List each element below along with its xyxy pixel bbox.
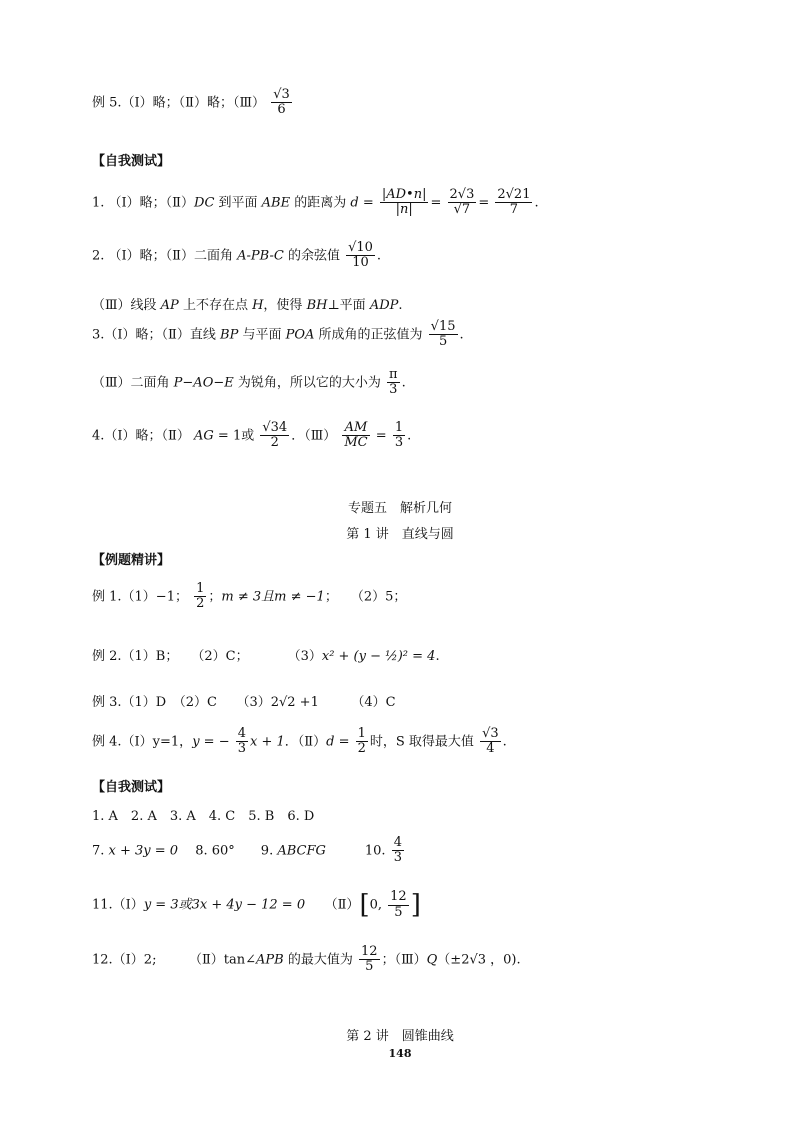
q3-den: 5 [438,334,448,350]
q1-eq: = [358,195,378,211]
q1-var: d [350,195,359,211]
q3b-num: π [389,367,398,382]
q2b-ap: AP [160,298,179,313]
q3b-den: 3 [389,382,398,398]
q4-prefix: 4.（Ⅰ）略；（Ⅱ） [92,428,195,444]
ex5-prefix: 例 5.（Ⅰ）略；（Ⅱ）略；（Ⅲ） [92,95,266,111]
q4-frac2 [342,421,369,451]
q1-f1-num: |AD•n| [381,187,427,202]
t7-mid: 8. 60° 9. [178,843,278,859]
q1-mid1: 到平面 [214,195,262,211]
t11-den: 5 [394,904,403,920]
q3b-prefix: （Ⅲ）二面角 [92,375,174,391]
q3b-frac [387,368,400,398]
q1-end: . [534,195,539,211]
q4-eq2: = [371,428,391,444]
q4-f2-num: AM [342,421,369,436]
q1-abe: ABE [261,195,291,211]
e4-mid2: 时，S 取得最大值 [369,734,474,750]
q3-mid1: 与平面 [238,327,286,343]
q4-ag: AG [194,428,214,444]
q2-end: . [376,248,382,264]
example-2-answer [92,645,440,664]
q1-frac1 [380,188,429,218]
q4-f3-den: 3 [394,435,404,451]
e1-mid: ； [208,589,222,605]
e4-mid: ．（Ⅱ） [284,734,327,750]
t9-answer: ABCFG [277,843,326,859]
e4-eq-right: x + 1 [250,734,285,750]
q2b-bh: BH [306,298,328,313]
e2-end: . [435,649,440,664]
t10-den-val: 3 [393,850,402,866]
e4-eq-left: y = − [192,734,230,750]
q3-end: . [459,327,464,343]
q4-frac1 [260,421,289,451]
e4-f3-num: √3 [482,726,499,741]
t12-num: 12 [361,944,378,959]
q4-mid: ．（Ⅲ） [291,428,341,444]
q2-prefix: 2. （Ⅰ）略；（Ⅱ）二面角 [92,248,238,264]
e4-f2-num: 1 [357,726,366,741]
ex5-den: 6 [277,102,286,118]
q3-num: √15 [430,319,456,334]
q2-frac [346,241,375,271]
q2b-adp: ADP [369,298,399,313]
example-3-answer: 例 3.（1）D （2）C （3）2√2 +1 （4）C [92,695,396,710]
page-number: 148 [388,1047,412,1060]
t12-q-value: （±2√3 ，0). [437,952,521,968]
ex5-fraction [271,88,292,118]
q3b-angle: P−AO−E [173,375,234,391]
t12-frac [359,945,380,975]
q2b-mid3: ⊥平面 [327,298,370,313]
q1-mid2: 的距离为 [290,195,351,211]
e1-prefix: 例 1.（1）−1； [92,589,188,605]
example-4-answer [92,727,507,757]
t12-apb: APB [256,952,284,968]
q3-mid2: 所成角的正弦值为 [314,327,423,343]
q2-angle: A-PB-C [237,248,284,264]
q4-f3-num: 1 [394,420,404,435]
t11-frac [388,890,409,920]
t11-prefix: 11.（Ⅰ） [92,897,144,913]
e2-prefix: 例 2.（1）B； （2）C； （3） [92,649,322,664]
selftest-answer-3 [92,320,464,350]
q3-bp: BP [220,327,239,343]
q2b-h: H [252,298,264,313]
t7-eq: x + 3y = 0 [108,843,179,859]
q3-prefix: 3.（Ⅰ）略；（Ⅱ）直线 [92,327,221,343]
t12-q: Q [426,952,438,968]
t11-right-bracket: ] [410,890,421,920]
q3b-mid: 为锐角，所以它的大小为 [233,375,381,391]
q2b-mid2: ，使得 [263,298,307,313]
selftest2-answers-1-6: 1. A 2. A 3. A 4. C 5. B 6. D [92,809,315,824]
q3-poa: POA [285,327,315,343]
q1-frac2 [448,188,477,218]
q3-frac [429,320,458,350]
t11-mid: （Ⅱ） [305,897,360,913]
q1-f2-den: √7 [453,202,471,218]
e4-d: d = [326,734,354,750]
selftest2-answer-11 [92,890,421,920]
q2b-mid1: 上不存在点 [178,298,253,313]
q2b-end: . [398,298,403,313]
self-test-heading-1: 【自我测试】 [92,154,171,169]
t10-num: 10. [325,843,390,859]
examples-heading: 【例题精讲】 [92,553,171,568]
q4-f1-num: √34 [262,420,288,435]
e1-num: 1 [196,581,205,596]
q4-frac3 [393,421,405,451]
selftest-answer-2-iii [92,294,403,313]
t12-post: ；（Ⅲ） [381,952,427,968]
q3b-end: . [401,375,406,391]
e4-f3-den: 4 [486,741,495,757]
selftest-answer-4 [92,421,411,451]
q1-prefix: 1. （Ⅰ）略；（Ⅱ） [92,195,195,211]
e1-frac [194,582,206,612]
q4-f1-den: 2 [270,435,279,451]
t12-mid: 的最大值为 [283,952,353,968]
example-1-answer [92,582,406,612]
q1-frac3 [495,188,532,218]
t7-num: 7. [92,843,109,859]
t11-num: 12 [390,889,407,905]
ex5-num: √3 [273,87,290,102]
q4-end: . [407,428,412,444]
lecture-1-title: 第 1 讲 直线与圆 [346,527,454,542]
e4-end: . [502,734,507,750]
e1-condition: m ≠ 3且m ≠ −1 [221,589,325,605]
q2-den: 10 [352,255,369,271]
t10-num-val: 4 [393,835,402,850]
q1-f1-den: |n| [395,202,413,218]
t12-prefix: 12.（Ⅰ）2; （Ⅱ）tan∠ [92,952,257,968]
t12-den: 5 [365,959,374,975]
t11-zero: 0, [369,897,382,913]
q2-mid: 的余弦值 [283,248,345,264]
q1-f3-num: 2√21 [497,187,531,202]
e4-prefix: 例 4.（Ⅰ）y=1， [92,734,193,750]
q4-eq: = 1或 [213,428,255,444]
e1-den: 2 [196,596,205,612]
e4-f1-num: 4 [237,726,247,741]
e4-frac2 [356,727,368,757]
self-test-heading-2: 【自我测试】 [92,780,171,795]
t10-frac [392,836,404,866]
q1-f2-num: 2√3 [449,187,475,202]
e4-f1-den: 3 [237,741,247,757]
selftest2-answers-7-10 [92,836,406,866]
e4-f2-den: 2 [357,741,366,757]
selftest-answer-3-iii [92,368,406,398]
q2-num: √10 [348,240,373,255]
t11-eq: y = 3或3x + 4y − 12 = 0 [143,897,306,913]
selftest-answer-1: 1. （Ⅰ）略；（Ⅱ）DC 到平面 ABE 的距离为 d = $\frac{|AD•n|}{|n|}$ = $\frac{2√3}{√7}$ = $\frac{2√21}{7}$ . [92,187,539,218]
example-5-answer [92,88,294,118]
q1-f3-den: 7 [509,202,519,218]
lecture-2-title: 第 2 讲 圆锥曲线 [346,1029,454,1044]
q4-f2-den: MC [344,435,368,451]
q1-dc: DC [194,195,215,211]
e4-frac3 [480,727,501,757]
q2b-prefix: （Ⅲ）线段 [92,298,161,313]
e1-post: ； （2）5； [324,589,407,605]
topic-title: 专题五 解析几何 [347,501,452,516]
e2-formula: x² + (y − ½)² = 4 [321,649,436,664]
t11-left-bracket: [ [359,890,370,920]
selftest2-answer-12 [92,945,521,975]
selftest-answer-2 [92,241,381,271]
e4-frac1 [236,727,248,757]
